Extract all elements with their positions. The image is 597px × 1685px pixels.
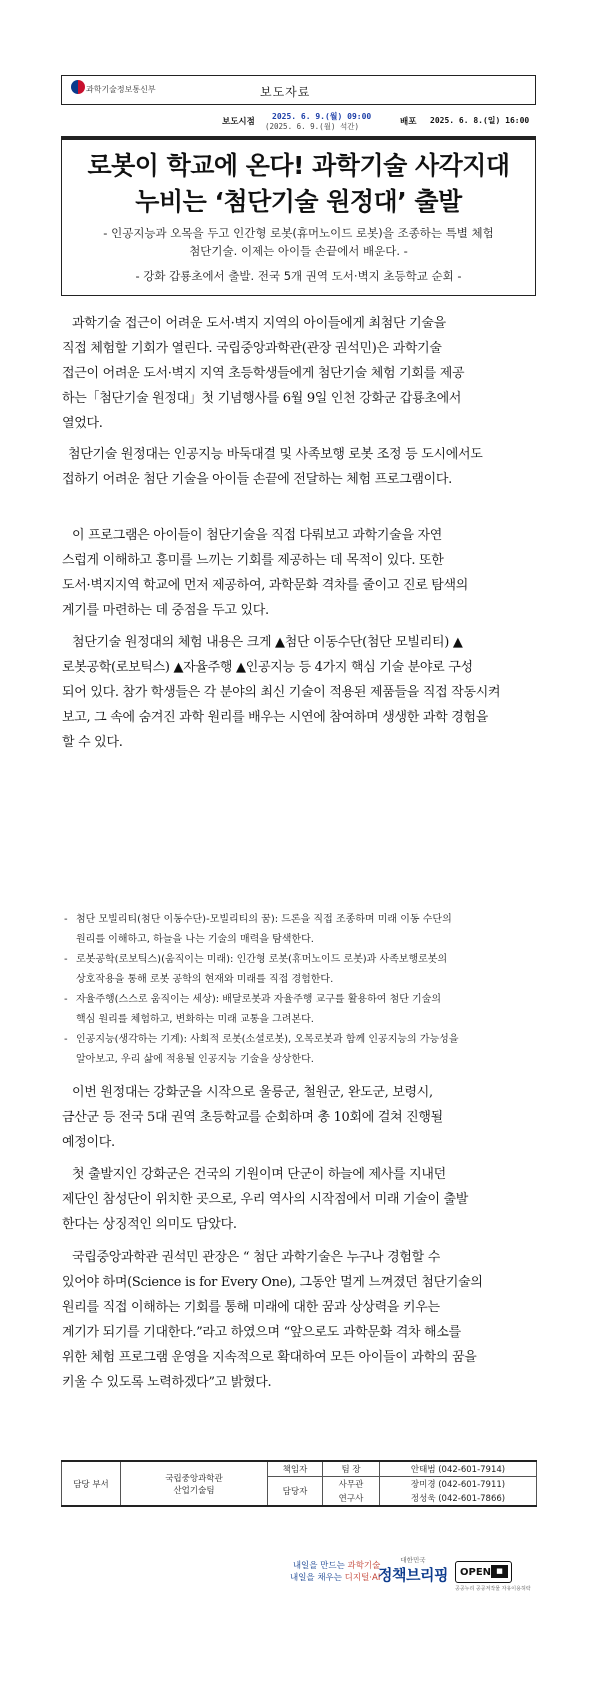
contact-role: 사무관 [323,1477,380,1492]
contact-person: 정성욱 (042-601-7866) [380,1491,537,1506]
staff-label: 담당자 [268,1477,323,1507]
subheadline-2: 첨단기술. 이제는 아이들 손끝에서 배운다. - [189,244,408,258]
policy-briefing-logo: 대한민국 정책브리핑 [378,1556,448,1584]
contact-role: 팀 장 [323,1461,380,1477]
release-time: 2025. 6. 9.(월) 09:00 [272,112,372,121]
contact-person: 장미경 (042-601-7911) [380,1477,537,1492]
contact-person: 안태범 (042-601-7914) [380,1461,537,1477]
list-item: - 첨단 모빌리티(첨단 이동수단)-모빌리티의 꿈): 드론을 직접 조종하며 미래 이동 수단의 원리를 이해하고, 하늘을 나는 기술의 매력을 탐색한다. [60,910,540,950]
dept-name: 국립중앙과학관 산업기술팀 [121,1461,268,1506]
paragraph-5: 이번 원정대는 강화군을 시작으로 울릉군, 철원군, 완도군, 보령시, 금산군 등 전국 5대 권역 초등학교를 순회하며 총 10회에 걸쳐 진행될 예정이다. [62,1085,443,1150]
subheadline-3: - 강화 갑룡초에서 출발. 전국 5개 권역 도서·벽지 초등학교 순회 - [135,269,462,283]
paragraph-2: 첨단기술 원정대는 인공지능 바둑대결 및 사족보행 로봇 조정 등 도시에서도 접하기 어려운 첨단 기술을 아이들 손끝에 전달하는 체험 프로그램이다. [62,447,483,487]
paragraph-3: 이 프로그램은 아이들이 첨단기술을 직접 다뤄보고 과학기술을 자연 스럽게 이해하고 흥미를 느끼는 기회를 제공하는 데 목적이 있다. 또한 도서·벽지지역 학교에 먼저 제공하여, 과학문화 격차를 줄이고 진로 탐색의 계기를 마련하는 데 중점을 두고 있다. [62,528,469,618]
subheadline-1: - 인공지능과 오목을 두고 인간형 로봇(휴머노이드 로봇)을 조종하는 특별 체험 [103,226,494,240]
open-license-caption: 공공누리 공공저작물 자유이용허락 [455,1586,531,1592]
license-type-icon: ■ [491,1565,508,1578]
responsible-label: 책임자 [268,1461,323,1477]
contact-table [61,1460,537,1507]
ministry-name: 과학기술정보통신부 [86,85,156,94]
release-subtime: (2025. 6. 9.(월) 석간) [265,122,359,131]
list-item: - 로봇공학(로보틱스)(움직이는 미래): 인간형 로봇(휴머노이드 로봇)과 사족보행로봇의 상호작용을 통해 로봇 공학의 현재와 미래를 직접 경험한다. [60,950,540,990]
government-logo-icon [71,80,85,94]
distribution-label: 배포 [400,117,417,127]
distribution-time: 2025. 6. 8.(일) 16:00 [430,116,530,125]
list-item: - 인공지능(생각하는 기계): 사회적 로봇(소셜로봇), 오목로봇과 함께 인공지능의 가능성을 알아보고, 우리 삶에 적용될 인공지능 기술을 상상한다. [60,1030,540,1070]
contact-role: 연구사 [323,1491,380,1506]
paragraph-4: 첨단기술 원정대의 체험 내용은 크게 ▲첨단 이동수단(첨단 모빌리티) ▲ 로봇공학(로보틱스) ▲자율주행 ▲인공지능 등 4가지 핵심 기술 분야로 구성 되어 있다. 참가 학생들은 각 분야의 최신 기술이 적용된 제품들을 직접 작동시켜 보고, 그 속에 숨겨진 과학 원리를 배우는 시연에 참여하며 생생한 과학 경험을 할 수 있다. [62,635,501,750]
release-label: 보도시점 [222,117,255,127]
paragraph-1: 과학기술 접근이 어려운 도서·벽지 지역의 아이들에게 최첨단 기술을 직접 체험할 기회가 열린다. 국립중앙과학관(관장 권석민)은 과학기술 접근이 어려운 도서·벽지 지역 초등학생들에게 첨단기술 체험 기회를 제공 하는「첨단기술 원정대」첫 기념행사를 6월 9일 인천 강화군 갑룡초에서 열었다. [62,316,465,431]
paragraph-7: 국립중앙과학관 권석민 관장은 “ 첨단 과학기술은 누구나 경험할 수 있어야 하며(Science is for Every One), 그동안 멀게 느껴졌던 첨단기술의 원리를 직접 이해하는 기회를 통해 미래에 대한 꿈과 상상력을 키우는 계기가 되기를 기대한다.”라고 하였으며 “앞으로도 과학문화 격차 해소를 위한 체험 프로그램 운영을 지속적으로 확대하여 모든 아이들이 과학의 꿈을 키울 수 있도록 노력하겠다”고 밝혔다. [62,1250,483,1390]
dept-label: 담당 부서 [62,1461,121,1506]
paragraph-6: 첫 출발지인 강화군은 건국의 기원이며 단군이 하늘에 제사를 지내던 제단인 참성단이 위치한 곳으로, 우리 역사의 시작점에서 미래 기술이 출발 한다는 상징적인 의미도 담았다. [62,1167,469,1232]
list-item: - 자율주행(스스로 움직이는 세상): 배달로봇과 자율주행 교구를 활용하여 첨단 기술의 핵심 원리를 체험하고, 변화하는 미래 교통을 그려본다. [60,990,540,1030]
slogan: 내일을 만드는 과학기술 내일을 채우는 디지털·AI [290,1561,381,1583]
headline-line-2: 누비는 ‘첨단기술 원정대’ 출발 [135,187,462,216]
open-license-logo: OPEN ■ [455,1561,512,1583]
bullet-list [60,910,540,1070]
headline-line-1: 로봇이 학교에 온다! 과학기술 사각지대 [87,151,510,180]
document-type: 보도자료 [260,85,311,99]
